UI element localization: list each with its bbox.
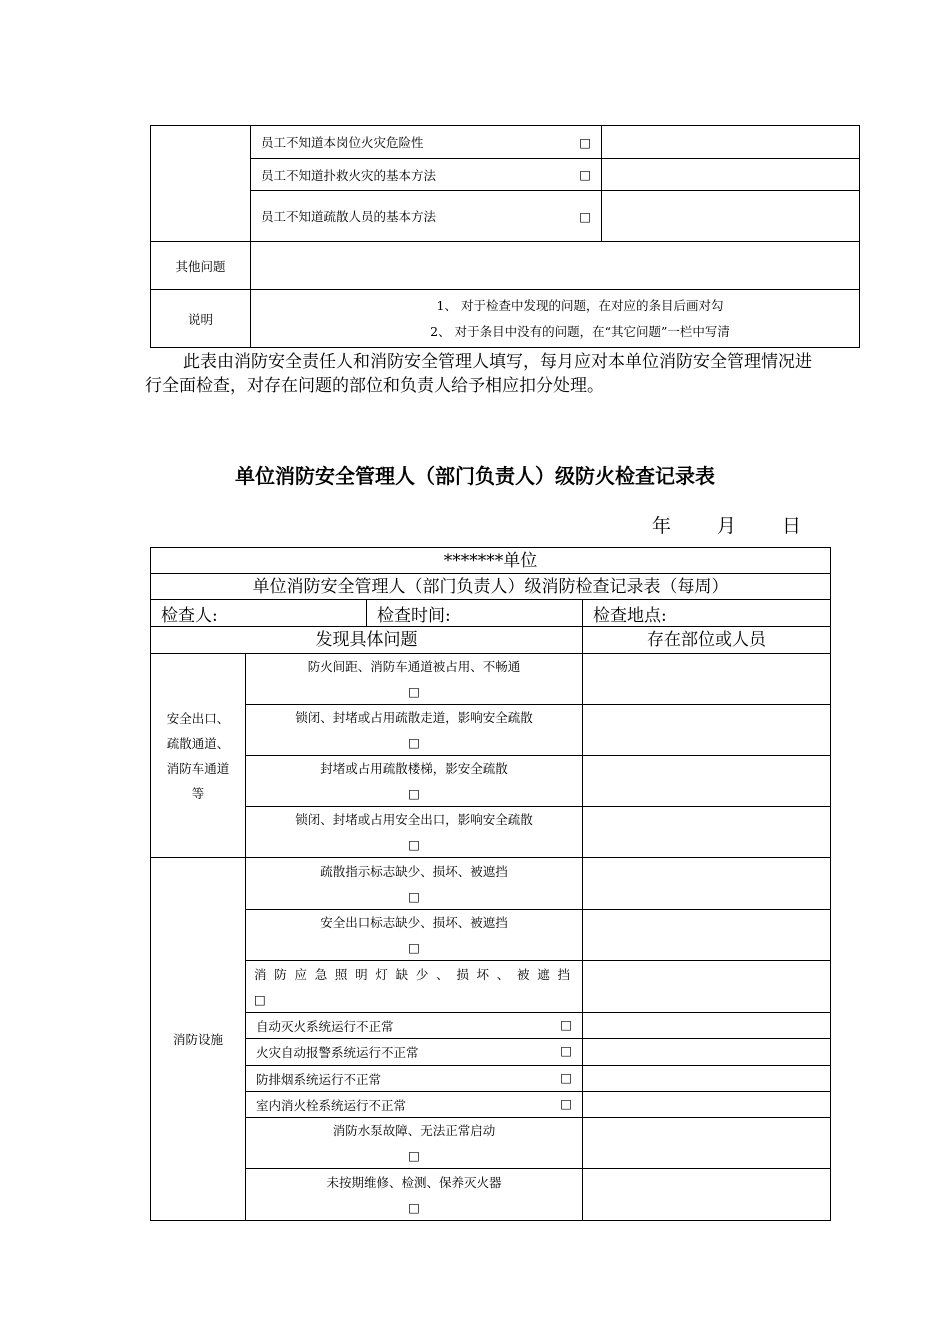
category-cell bbox=[151, 126, 251, 242]
year-label: 年 bbox=[652, 515, 672, 537]
form-title: 单位消防安全管理人（部门负责人）级防火检查记录表 bbox=[235, 464, 715, 488]
category-fire-facilities: 消防设施 bbox=[151, 858, 246, 1221]
check-item: 封堵或占用疏散楼梯，影安全疏散 □ bbox=[246, 756, 583, 807]
check-item: 消防水泵故障、无法正常启动 □ bbox=[246, 1118, 583, 1169]
note-line: 2、 对于条目中没有的问题，在“其它问题”一栏中写清 bbox=[430, 323, 730, 339]
checkbox-icon[interactable]: □ bbox=[408, 684, 420, 699]
location-cell[interactable] bbox=[583, 1092, 831, 1118]
unit-name: *******单位 bbox=[151, 548, 831, 574]
instruction-paragraph: 此表由消防安全责任人和消防安全管理人填写，每月应对本单位消防安全管理情况进行全面检查，对存在问题的部位和负责人给予相应扣分处理。 bbox=[145, 352, 812, 396]
checkbox-icon[interactable]: □ bbox=[579, 167, 591, 182]
checkbox-icon[interactable]: □ bbox=[254, 991, 266, 1007]
checkbox-icon[interactable]: □ bbox=[408, 888, 420, 904]
check-item: 疏散指示标志缺少、损坏、被遮挡 □ bbox=[246, 858, 583, 910]
location-cell[interactable] bbox=[583, 910, 831, 961]
checkbox-icon[interactable]: □ bbox=[408, 735, 420, 750]
checkbox-icon[interactable]: □ bbox=[560, 1016, 572, 1032]
location-cell[interactable] bbox=[583, 1118, 831, 1169]
checkbox-icon[interactable]: □ bbox=[560, 1069, 572, 1085]
check-item: 室内消火栓系统运行不正常 □ bbox=[246, 1092, 583, 1118]
answer-cell[interactable] bbox=[602, 191, 860, 242]
date-line bbox=[652, 511, 801, 538]
check-item: 锁闭、封堵或占用安全出口，影响安全疏散 □ bbox=[246, 807, 583, 858]
form-subtitle: 单位消防安全管理人（部门负责人）级消防检查记录表（每周） bbox=[151, 574, 831, 600]
weekly-inspection-table bbox=[150, 547, 831, 1221]
location-cell[interactable] bbox=[583, 1169, 831, 1221]
column-header-location: 存在部位或人员 bbox=[583, 627, 831, 654]
check-item: 消防应急照明灯缺少、损坏、被遮挡 □ bbox=[246, 961, 583, 1013]
location-cell[interactable] bbox=[583, 807, 831, 858]
item-cell: 员工不知道本岗位火灾危险性 □ bbox=[251, 126, 602, 159]
checkbox-icon[interactable]: □ bbox=[560, 1095, 572, 1111]
location-cell[interactable] bbox=[583, 858, 831, 910]
top-inspection-table bbox=[150, 125, 860, 348]
check-item: 安全出口标志缺少、损坏、被遮挡 □ bbox=[246, 910, 583, 961]
location-cell[interactable] bbox=[583, 756, 831, 807]
note-line: 1、 对于检查中发现的问题，在对应的条目后画对勾 bbox=[436, 297, 724, 313]
check-item: 锁闭、封堵或占用疏散走道，影响安全疏散 □ bbox=[246, 705, 583, 756]
checkbox-icon[interactable]: □ bbox=[408, 1148, 420, 1163]
day-label: 日 bbox=[782, 515, 802, 537]
item-cell: 员工不知道扑救火灾的基本方法 □ bbox=[251, 159, 602, 191]
inspector-field[interactable]: 检查人: bbox=[151, 600, 367, 627]
location-cell[interactable] bbox=[583, 961, 831, 1013]
category-exits: 安全出口、 疏散通道、 消防车通道 等 bbox=[151, 654, 246, 858]
notes-label: 说明 bbox=[151, 290, 251, 348]
answer-cell[interactable] bbox=[602, 126, 860, 159]
check-item: 防火间距、消防车通道被占用、不畅通 □ bbox=[246, 654, 583, 705]
item-cell: 员工不知道疏散人员的基本方法 □ bbox=[251, 191, 602, 242]
checkbox-icon[interactable]: □ bbox=[408, 786, 420, 801]
check-item: 自动灭火系统运行不正常 □ bbox=[246, 1013, 583, 1039]
checkbox-icon[interactable]: □ bbox=[560, 1043, 572, 1058]
notes-cell bbox=[251, 290, 860, 348]
location-cell[interactable] bbox=[583, 1039, 831, 1066]
location-cell[interactable] bbox=[583, 1013, 831, 1039]
other-issues-label: 其他问题 bbox=[151, 242, 251, 290]
checkbox-icon[interactable]: □ bbox=[408, 837, 420, 852]
inspection-time-field[interactable]: 检查时间: bbox=[367, 600, 583, 627]
check-item: 火灾自动报警系统运行不正常 □ bbox=[246, 1039, 583, 1066]
check-item: 未按期维修、检测、保养灭火器 □ bbox=[246, 1169, 583, 1221]
month-label: 月 bbox=[717, 515, 737, 537]
location-cell[interactable] bbox=[583, 1066, 831, 1092]
location-cell[interactable] bbox=[583, 654, 831, 705]
checkbox-icon[interactable]: □ bbox=[408, 1199, 420, 1215]
location-cell[interactable] bbox=[583, 705, 831, 756]
column-header-problem: 发现具体问题 bbox=[151, 627, 583, 654]
inspection-place-field[interactable]: 检查地点: bbox=[583, 600, 831, 627]
checkbox-icon[interactable]: □ bbox=[579, 134, 591, 150]
other-issues-cell[interactable] bbox=[251, 242, 860, 290]
answer-cell[interactable] bbox=[602, 159, 860, 191]
checkbox-icon[interactable]: □ bbox=[579, 208, 591, 224]
checkbox-icon[interactable]: □ bbox=[408, 940, 420, 955]
check-item: 防排烟系统运行不正常 □ bbox=[246, 1066, 583, 1092]
